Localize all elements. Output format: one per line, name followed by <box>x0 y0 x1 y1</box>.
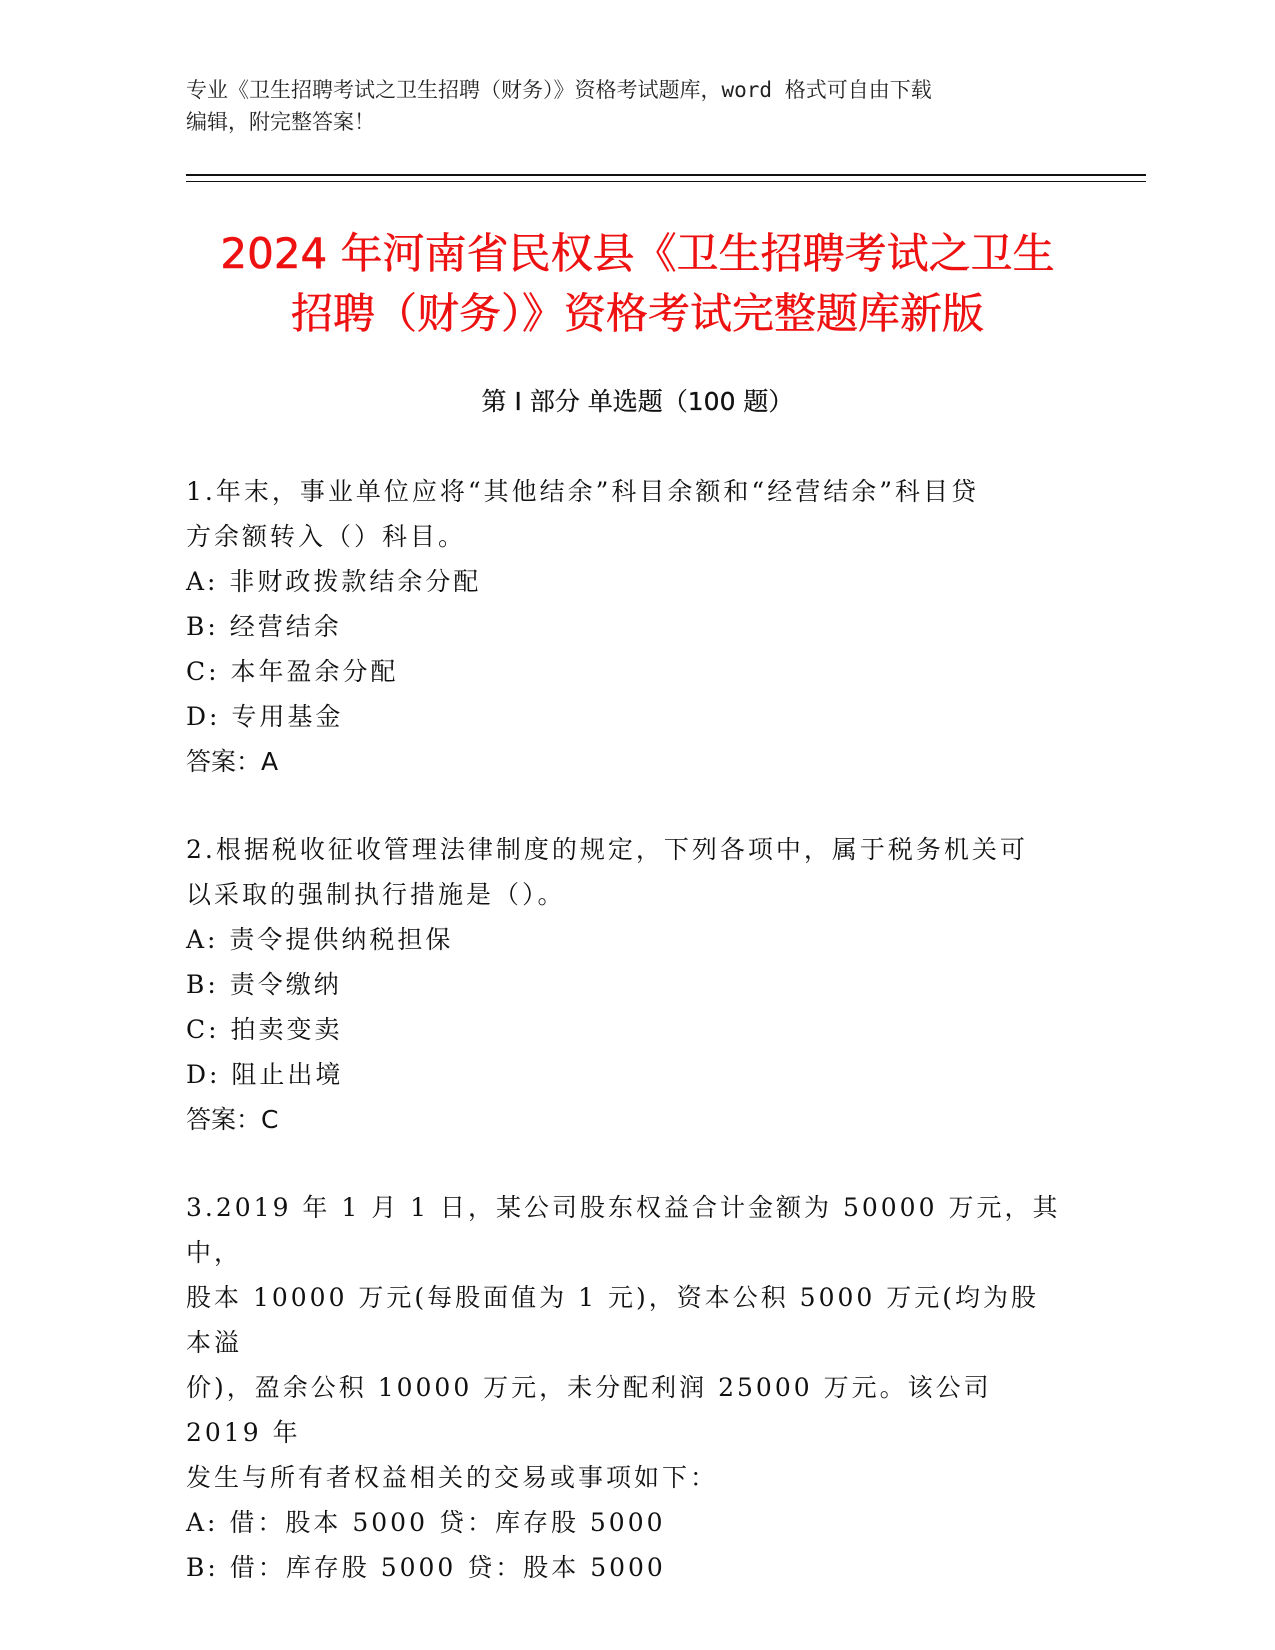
document-title-line-1: 2024 年河南省民权县《卫生招聘考试之卫生 <box>220 229 1055 278</box>
header-rule-thick <box>186 174 1146 176</box>
header-note-line-1: 专业《卫生招聘考试之卫生招聘（财务）》资格考试题库，word 格式可自由下载 <box>186 78 932 102</box>
option-d: D: 专用基金 <box>186 702 344 731</box>
option-c: C: 本年盈余分配 <box>186 657 399 686</box>
question-stem-line: 2.根据税收征收管理法律制度的规定，下列各项中，属于税务机关可 <box>186 835 1028 864</box>
question-spacer <box>186 1142 1066 1185</box>
question-list <box>186 469 1066 1590</box>
header-rule-thin <box>186 181 1146 182</box>
option-a: A: 非财政拨款结余分配 <box>186 567 482 596</box>
question-3 <box>186 1185 1066 1590</box>
option-d: D: 阻止出境 <box>186 1060 344 1089</box>
option-b: B: 借：库存股 5000 贷：股本 5000 <box>186 1553 666 1582</box>
question-stem-line: 股本 10000 万元(每股面值为 1 元)，资本公积 5000 万元(均为股本溢 <box>186 1283 1040 1357</box>
option-b: B: 经营结余 <box>186 612 342 641</box>
question-2 <box>186 827 1066 1142</box>
question-stem-line: 方余额转入（）科目。 <box>186 522 467 551</box>
question-1 <box>186 469 1066 784</box>
option-c: C: 拍卖变卖 <box>186 1015 343 1044</box>
header-note <box>186 74 1086 138</box>
question-stem-line: 1.年末，事业单位应将“其他结余”科目余额和“经营结余”科目贷 <box>186 477 979 506</box>
option-a: A: 责令提供纳税担保 <box>186 925 454 954</box>
question-stem-line: 3.2019 年 1 月 1 日，某公司股东权益合计金额为 50000 万元，其中， <box>186 1193 1061 1267</box>
answer-line: 答案：C <box>186 1105 279 1134</box>
section-title: 第 I 部分 单选题（100 题） <box>481 387 794 416</box>
document-title-line-2: 招聘（财务）》资格考试完整题库新版 <box>290 289 984 338</box>
answer-line: 答案：A <box>186 747 279 776</box>
question-spacer <box>186 784 1066 827</box>
question-stem-line: 以采取的强制执行措施是（）。 <box>186 880 566 909</box>
option-a: A: 借：股本 5000 贷：库存股 5000 <box>186 1508 666 1537</box>
header-note-line-2: 编辑，附完整答案！ <box>186 110 375 134</box>
question-stem-line: 发生与所有者权益相关的交易或事项如下： <box>186 1463 719 1492</box>
option-b: B: 责令缴纳 <box>186 970 342 999</box>
document-title <box>160 224 1115 344</box>
question-stem-line: 价)，盈余公积 10000 万元，未分配利润 25000 万元。该公司 2019 年 <box>186 1373 992 1447</box>
